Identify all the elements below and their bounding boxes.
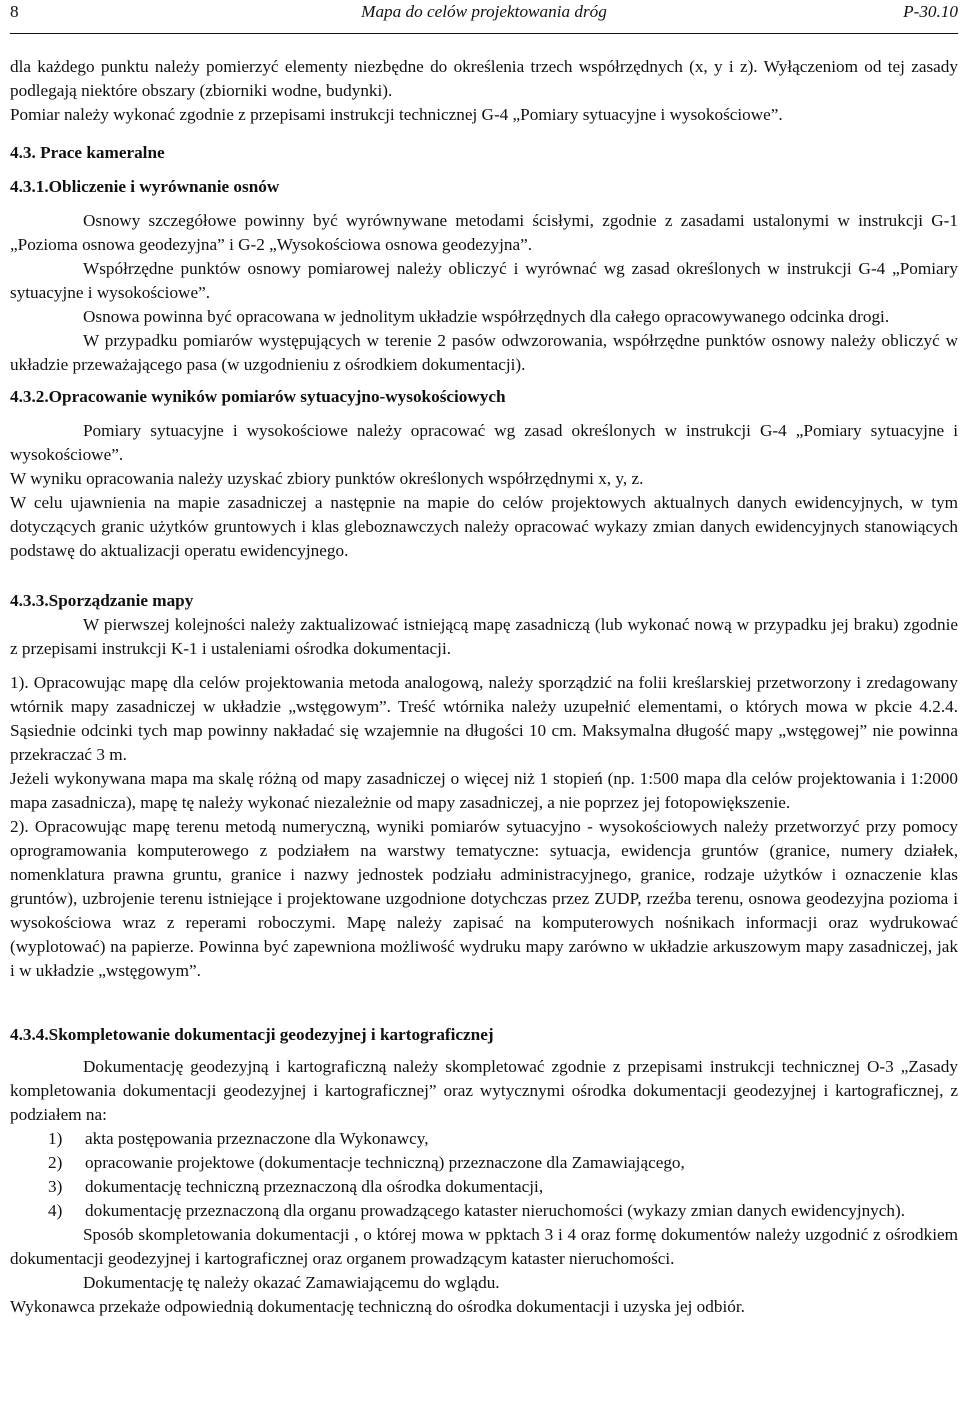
- page-number: 8: [10, 2, 19, 21]
- running-title: Mapa do celów projektowania dróg: [361, 2, 607, 21]
- paragraph-4-3-3-a: 1). Opracowując mapę dla celów projektowania metoda analogową, należy sporządzić na folii kreślarskiej przetworzony i zredagowany wtórnik mapy zasadniczej w układzie „wstęgowym”. Treść wtórnika należy uzupełnić elementami, o których mowa w pkcie 4.2.4. Sąsiednie odcinki tych map powinny nakładać się wzajemnie na długości 10 cm. Maksymalna długość mapy „wstęgowej” nie powinna przekraczać 3 m.: [10, 673, 958, 764]
- section-heading-4-3-3: 4.3.3.Sporządzanie mapy: [10, 591, 194, 610]
- section-heading-4-3: 4.3. Prace kameralne: [10, 143, 165, 162]
- intro-paragraph-2: Pomiar należy wykonać zgodnie z przepisami instrukcji technicznej G-4 „Pomiary sytuacyjne i wysokościowe”.: [10, 105, 783, 124]
- section-heading-4-3-4: 4.3.4.Skompletowanie dokumentacji geodezyjnej i kartograficznej: [10, 1025, 494, 1044]
- paragraph-4-3-2-c: W celu ujawnienia na mapie zasadniczej a następnie na mapie do celów projektowych aktualnych danych ewidencyjnych, w tym dotyczących granic użytków gruntowych i klas gleboznawczych należy opracować wykazy zmian danych ewidencyjnych stanowiących podstawę do aktualizacji operatu ewidencyjnego.: [10, 493, 958, 560]
- document-code: P-30.10: [903, 2, 958, 21]
- section-heading-4-3-2: 4.3.2.Opracowanie wyników pomiarów sytuacyjno-wysokościowych: [10, 387, 506, 406]
- page-header: [10, 0, 958, 28]
- list-item: 2) opracowanie projektowe (dokumentacje techniczną) przeznaczone dla Zamawiającego,: [48, 1153, 685, 1172]
- closing-paragraph-2: Dokumentację tę należy okazać Zamawiającemu do wglądu.: [83, 1273, 500, 1292]
- document-page: [10, 0, 958, 1316]
- header-rule: [10, 33, 958, 34]
- paragraph-4-3-1-b: Współrzędne punktów osnowy pomiarowej należy obliczyć i wyrównać wg zasad określonych w instrukcji G-4 „Pomiary sytuacyjne i wysokościowe”.: [10, 259, 958, 302]
- list-item: 1) akta postępowania przeznaczone dla Wykonawcy,: [48, 1129, 429, 1148]
- paragraph-4-3-2-b: W wyniku opracowania należy uzyskać zbiory punktów określonych współrzędnymi x, y, z.: [10, 469, 644, 488]
- list-item: 3) dokumentację techniczną przeznaczoną dla ośrodka dokumentacji,: [48, 1177, 544, 1196]
- paragraph-4-3-3-b: Jeżeli wykonywana mapa ma skalę różną od mapy zasadniczej o więcej niż 1 stopień (np. 1:500 mapa dla celów projektowania i 1:2000 mapa zasadnicza), mapę tę należy wykonać niezależnie od mapy zasadniczej, a nie poprzez jej fotopowiększenie.: [10, 769, 958, 812]
- paragraph-4-3-3-c: 2). Opracowując mapę terenu metodą numeryczną, wyniki pomiarów sytuacyjno - wysokościowych należy przetworzyć przy pomocy oprogramowania komputerowego z podziałem na warstwy tematyczne: sytuacja, ewidencja gruntów (granice, numery działek, nomenklatura prawna gruntu, granice i nazwy jednostek podziału administracyjnego, granice, rodzaje użytków i oznaczenie klas gruntów), uzbrojenie terenu istniejące i projektowane uzgodnione dotychczas przez ZUDP, rzeźba terenu, osnowa geodezyjna pozioma i wysokościowa wraz z reperami roboczymi. Mapę należy zapisać na komputerowych nośnikach informacji oraz wydrukować (wyplotować) na papierze. Powinna być zapewniona możliwość wydruku mapy zarówno w układzie arkuszowym mapy zasadniczej, jak i w układzie „wstęgowym”.: [10, 817, 958, 980]
- intro-paragraph-1: dla każdego punktu należy pomierzyć elementy niezbędne do określenia trzech współrzędnych (x, y i z). Wyłączeniom od tej zasady podlegają niektóre obszary (zbiorniki wodne, budynki).: [10, 57, 958, 100]
- document-parts-list: [10, 1127, 958, 1223]
- closing-paragraph-1: Sposób skompletowania dokumentacji , o której mowa w ppktach 3 i 4 oraz formę dokumentów należy uzgodnić z ośrodkiem dokumentacji geodezyjnej i kartograficznej oraz organem prowadzącym kataster nieruchomości.: [10, 1225, 958, 1268]
- section-heading-4-3-1: 4.3.1.Obliczenie i wyrównanie osnów: [10, 177, 280, 196]
- paragraph-4-3-2-a: Pomiary sytuacyjne i wysokościowe należy opracować wg zasad określonych w instrukcji G-4 „Pomiary sytuacyjne i wysokościowe”.: [10, 421, 958, 464]
- paragraph-4-3-1-a: Osnowy szczegółowe powinny być wyrównywane metodami ścisłymi, zgodnie z zasadami ustalonymi w instrukcji G-1 „Pozioma osnowa geodezyjna” i G-2 „Wysokościowa osnowa geodezyjna”.: [10, 211, 958, 254]
- paragraph-4-3-1-d: W przypadku pomiarów występujących w terenie 2 pasów odwzorowania, współrzędne punktów osnowy należy obliczyć w układzie przeważającego pasa (w uzgodnieniu z ośrodkiem dokumentacji).: [10, 331, 958, 374]
- list-item: 4) dokumentację przeznaczoną dla organu prowadzącego kataster nieruchomości (wykazy zmian danych ewidencyjnych).: [48, 1201, 906, 1220]
- paragraph-4-3-4-lead: Dokumentację geodezyjną i kartograficzną należy skompletować zgodnie z przepisami instrukcji technicznej O-3 „Zasady kompletowania dokumentacji geodezyjnej i kartograficznej” oraz wytycznymi ośrodka dokumentacji geodezyjnej i kartograficznej, z podziałem na:: [10, 1057, 958, 1124]
- closing-paragraph-3: Wykonawca przekaże odpowiednią dokumentację techniczną do ośrodka dokumentacji i uzyska jej odbiór.: [10, 1297, 745, 1316]
- paragraph-4-3-3-lead: W pierwszej kolejności należy zaktualizować istniejącą mapę zasadniczą (lub wykonać nową w przypadku jej braku) zgodnie z przepisami instrukcji K-1 i ustaleniami ośrodka dokumentacji.: [10, 615, 958, 658]
- page-body: [10, 55, 958, 1319]
- paragraph-4-3-1-c: Osnowa powinna być opracowana w jednolitym układzie współrzędnych dla całego opracowywanego odcinka drogi.: [83, 307, 890, 326]
